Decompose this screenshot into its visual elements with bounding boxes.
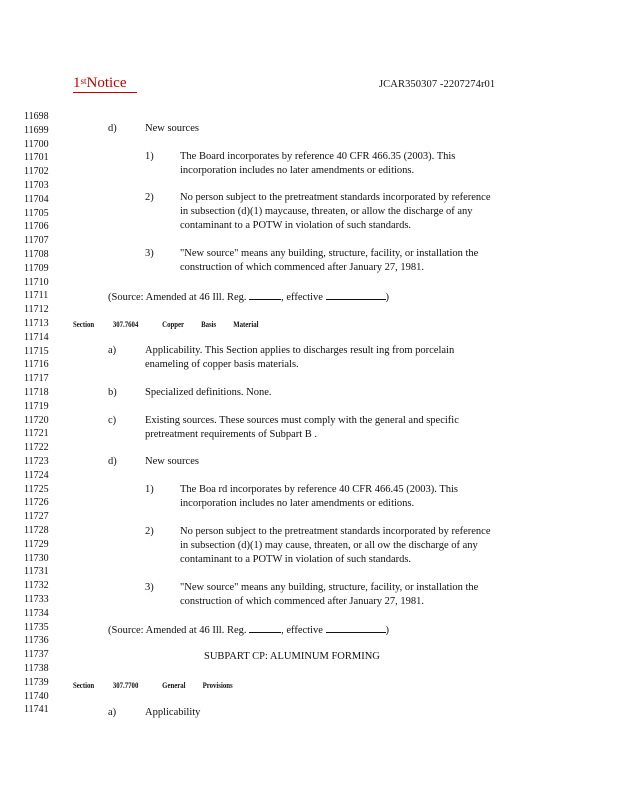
line-number: 11699 — [24, 124, 49, 136]
section-title-word: General — [162, 681, 186, 690]
subsection-title: New sources — [145, 456, 199, 467]
line-number: 11704 — [24, 193, 49, 205]
line-number: 11708 — [24, 249, 49, 260]
line-number: 11714 — [24, 331, 49, 343]
paragraph-line: Specialized definitions. None. — [145, 387, 272, 398]
item-label: 1) — [145, 484, 154, 495]
notice-word: Notice — [86, 75, 127, 91]
line-number: 11738 — [24, 663, 49, 674]
line-number: 11705 — [24, 207, 49, 219]
section-title-word: Copper — [162, 320, 185, 329]
source-text: (Source: Amended at 46 Ill. Reg. — [108, 625, 247, 636]
line-number: 11709 — [24, 262, 49, 274]
item-label: 3) — [145, 248, 154, 259]
line-number: 11716 — [24, 359, 49, 371]
section-number: 307.7604 — [112, 320, 139, 329]
blank-line — [249, 290, 281, 300]
source-text: ) — [385, 292, 390, 303]
line-number: 11725 — [24, 483, 49, 495]
line-number: 11727 — [24, 511, 49, 523]
line-number: 11729 — [24, 538, 49, 550]
line-number: 11723 — [24, 456, 49, 467]
section-word: Section — [73, 681, 95, 690]
item-label: b) — [108, 387, 117, 398]
line-number: 11706 — [24, 221, 49, 233]
section-heading — [73, 680, 233, 692]
item-label: 2) — [145, 192, 154, 203]
line-number: 11702 — [24, 166, 49, 178]
item-label: a) — [108, 707, 117, 718]
line-number: 11700 — [24, 138, 49, 150]
item-label: c) — [108, 415, 117, 426]
line-number: 11734 — [24, 607, 49, 619]
paragraph-line: "New source" means any building, structure, facility, or installation the — [180, 582, 479, 593]
blank-line — [249, 623, 281, 633]
section-heading — [73, 319, 258, 331]
section-title-word: Material — [233, 320, 259, 329]
paragraph-line: contaminant to a POTW in violation of such standards. — [180, 220, 412, 231]
line-number: 11733 — [24, 594, 49, 605]
source-text: ) — [385, 625, 390, 636]
notice-ordinal-suffix: st — [80, 76, 87, 86]
paragraph-line: construction of which commenced after January 27, 1981. — [180, 596, 425, 607]
item-label: 1) — [145, 151, 154, 162]
source-text: , effective — [281, 292, 323, 303]
line-number: 11739 — [24, 676, 49, 688]
item-label: 3) — [145, 582, 154, 593]
line-number: 11741 — [24, 704, 49, 716]
subpart-heading: SUBPART CP: ALUMINUM FORMING — [204, 651, 380, 662]
blank-line — [326, 623, 386, 633]
line-number: 11736 — [24, 635, 49, 647]
section-title-word: Basis — [201, 320, 217, 329]
line-number: 11712 — [24, 304, 49, 316]
notice-heading — [73, 74, 137, 93]
paragraph-line: construction of which commenced after January 27, 1981. — [180, 262, 425, 273]
document-code: JCAR350307 -2207274r01 — [379, 79, 496, 90]
line-number: 11718 — [24, 387, 49, 398]
section-title-word: Provisions — [202, 681, 233, 690]
source-note — [108, 290, 389, 304]
line-number: 11724 — [24, 469, 49, 481]
line-number: 11713 — [24, 318, 49, 329]
line-number: 11717 — [24, 373, 49, 385]
line-number: 11731 — [24, 566, 49, 578]
item-label: d) — [108, 456, 117, 467]
section-word: Section — [73, 320, 95, 329]
line-number: 11730 — [24, 552, 49, 564]
paragraph-line: "New source" means any building, structure, facility, or installation the — [180, 248, 479, 259]
paragraph-line: Existing sources. These sources must comply with the general and specific — [145, 415, 459, 426]
notice-number: 1 — [73, 75, 81, 91]
line-number: 11737 — [24, 649, 49, 661]
paragraph-line: Applicability — [145, 707, 201, 718]
line-number: 11721 — [24, 428, 49, 440]
paragraph-line: No person subject to the pretreatment standards incorporated by reference — [180, 192, 491, 203]
line-number: 11707 — [24, 235, 49, 247]
line-number: 11701 — [24, 152, 49, 164]
paragraph-line: incorporation includes no later amendments or editions. — [180, 498, 415, 509]
source-text: , effective — [281, 625, 323, 636]
line-number: 11698 — [24, 111, 49, 122]
paragraph-line: enameling of copper basis materials. — [145, 359, 299, 370]
line-number: 11735 — [24, 621, 49, 633]
paragraph-line: The Board incorporates by reference 40 CFR 466.35 (2003). This — [180, 151, 456, 162]
subsection-title: New sources — [145, 123, 199, 134]
source-note — [108, 623, 389, 637]
line-number: 11720 — [24, 414, 49, 426]
line-number: 11715 — [24, 345, 49, 357]
paragraph-line: in subsection (d)(1) maycause, threaten, or allow the discharge of any — [180, 206, 473, 217]
line-number: 11719 — [24, 400, 49, 412]
paragraph-line: incorporation includes no later amendments or editions. — [180, 165, 415, 176]
line-number: 11726 — [24, 497, 49, 509]
line-number: 11732 — [24, 580, 49, 592]
line-number: 11711 — [24, 290, 49, 302]
line-number: 11703 — [24, 180, 49, 191]
item-label: a) — [108, 345, 117, 356]
line-number: 11728 — [24, 525, 49, 536]
paragraph-line: pretreatment requirements of Subpart B . — [145, 429, 318, 440]
paragraph-line: contaminant to a POTW in violation of such standards. — [180, 554, 412, 565]
source-text: (Source: Amended at 46 Ill. Reg. — [108, 292, 247, 303]
item-label: d) — [108, 123, 117, 134]
paragraph-line: Applicability. This Section applies to discharges result ing from porcelain — [145, 345, 455, 356]
paragraph-line: The Boa rd incorporates by reference 40 CFR 466.45 (2003). This — [180, 484, 458, 495]
line-number: 11710 — [24, 276, 49, 288]
line-number: 11722 — [24, 442, 49, 454]
section-number: 307.7700 — [112, 681, 139, 690]
paragraph-line: in subsection (d)(1) may cause, threaten, or all ow the discharge of any — [180, 540, 478, 551]
item-label: 2) — [145, 526, 154, 537]
line-number: 11740 — [24, 690, 49, 702]
blank-line — [326, 290, 386, 300]
paragraph-line: No person subject to the pretreatment standards incorporated by reference — [180, 526, 491, 537]
